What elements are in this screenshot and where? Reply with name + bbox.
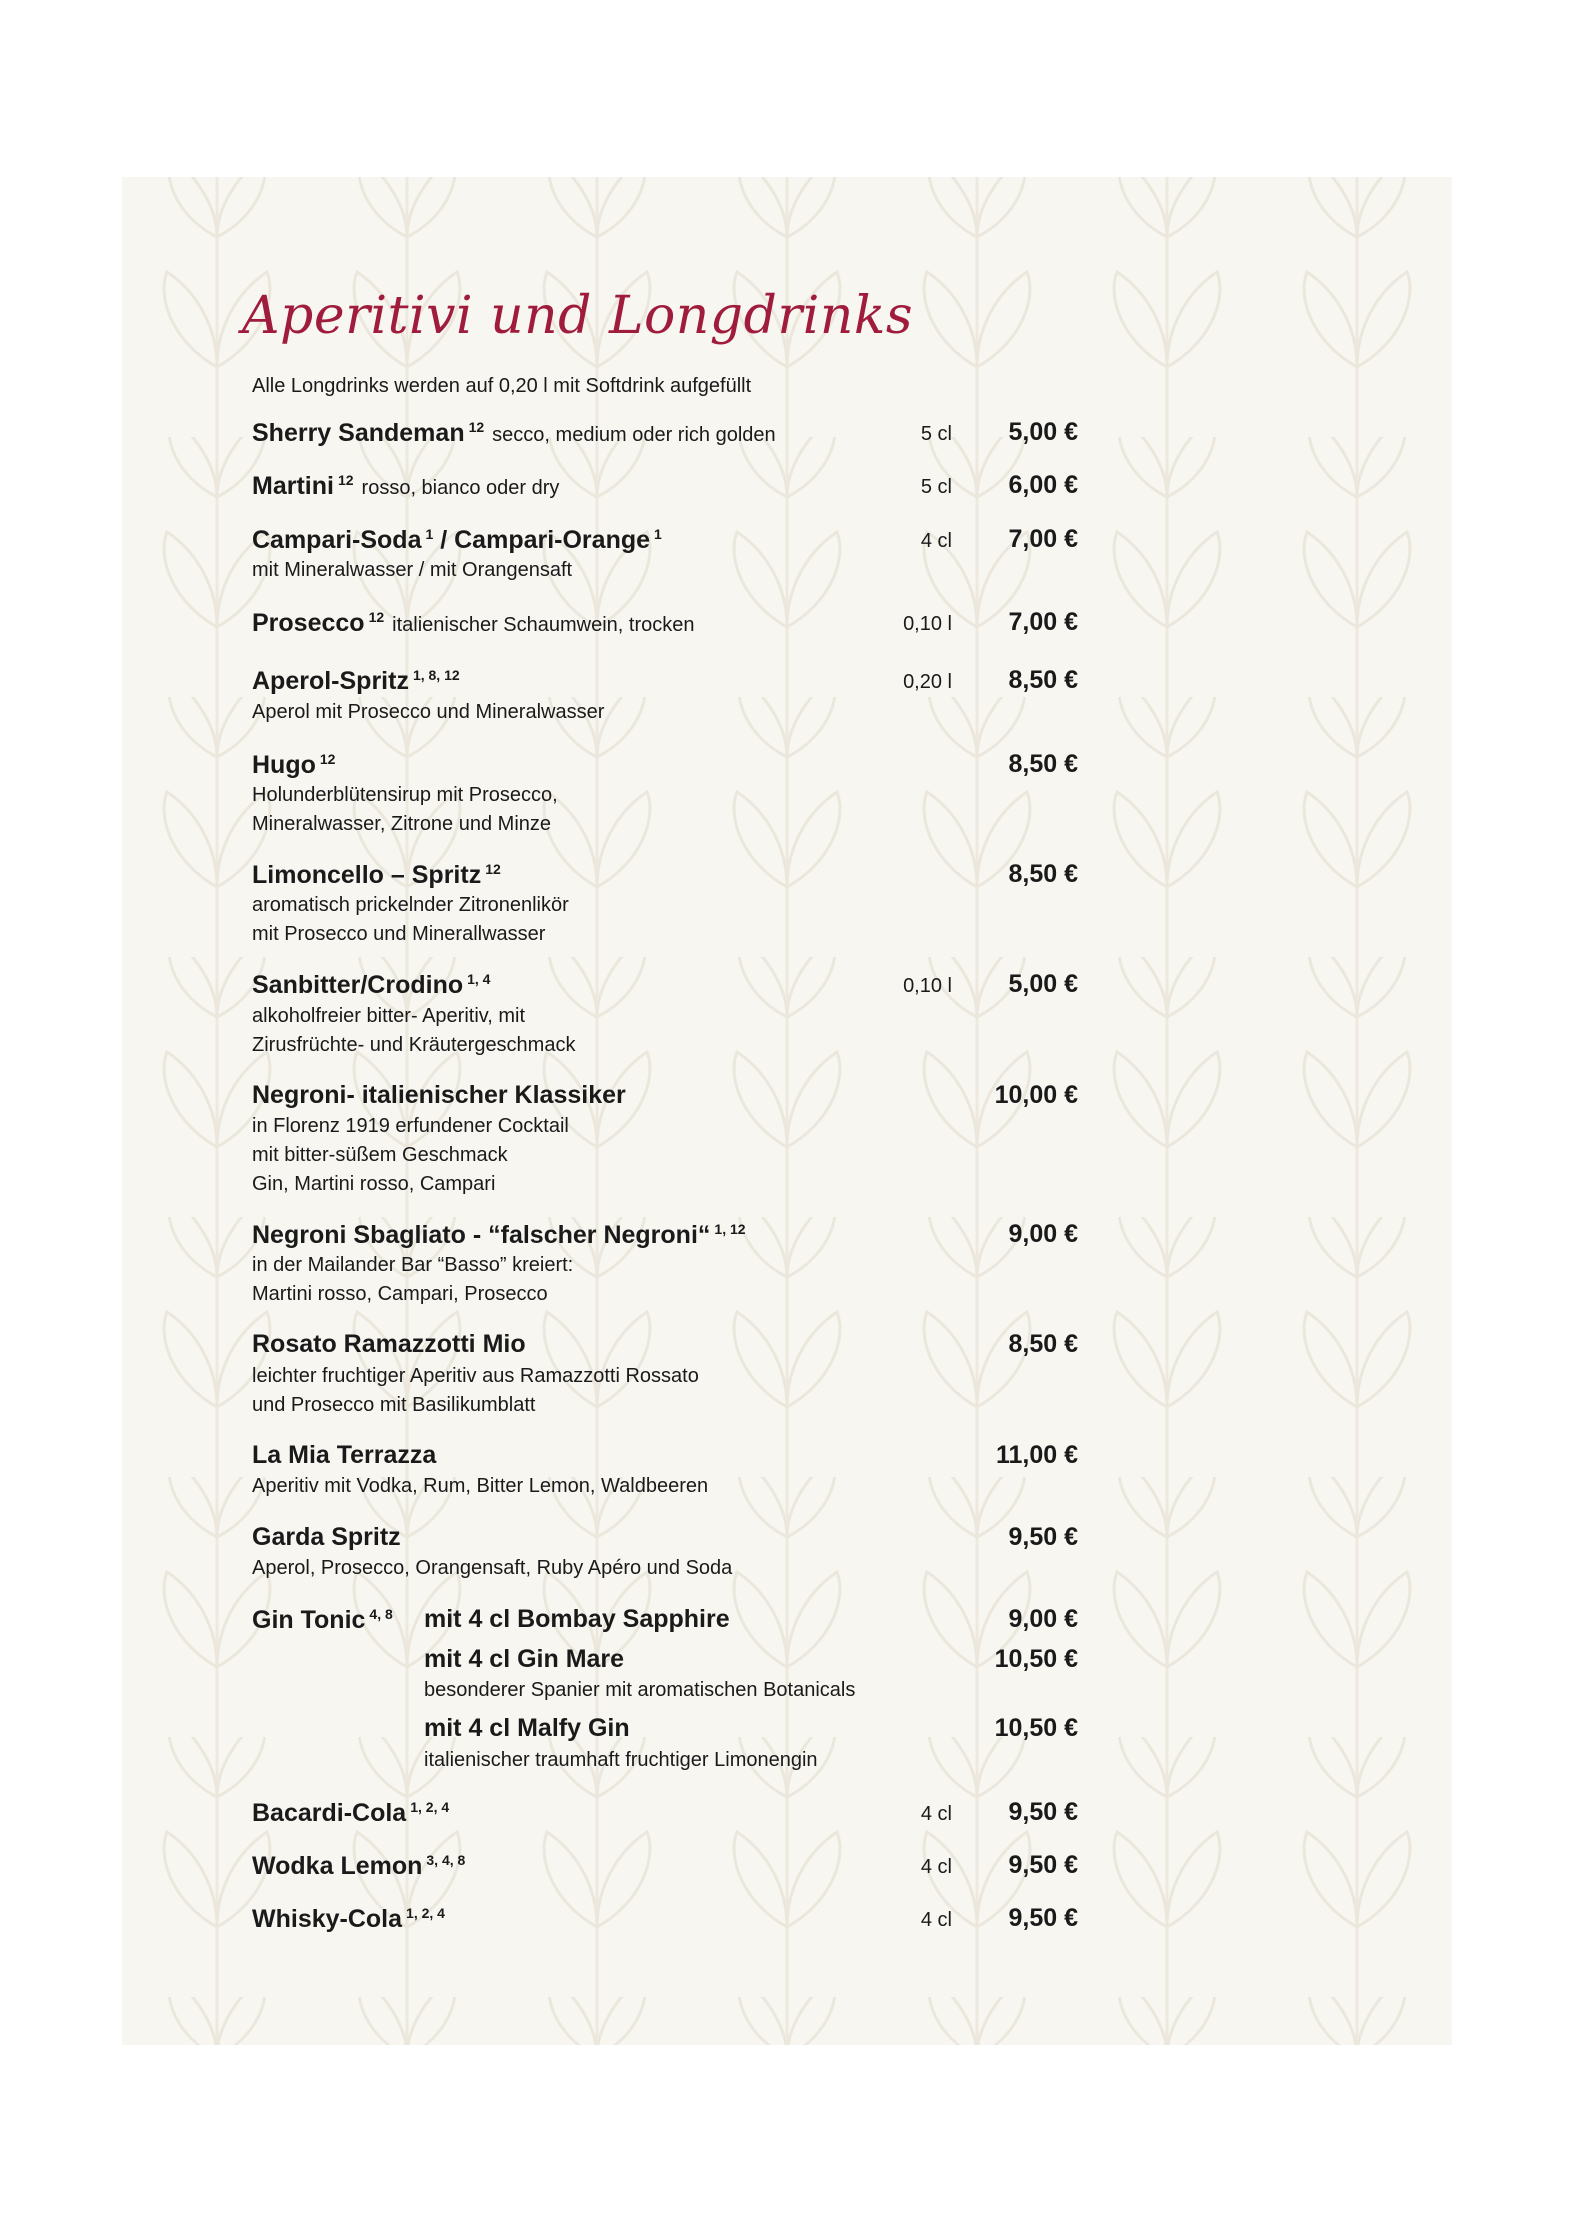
menu-item-price: 7,00 €: [1008, 525, 1078, 553]
menu-item-name: Rosato Ramazzotti Mio: [252, 1330, 526, 1358]
menu-item-price: 9,50 €: [1008, 1523, 1078, 1551]
menu-item-name: Whisky-Cola $^{1, 2, 4}$: [252, 1905, 445, 1933]
gin-option-name: mit 4 cl Malfy Gin: [424, 1714, 630, 1742]
menu-item-size: 4 cl: [920, 1909, 952, 1931]
menu-item-description: mit Mineralwasser / mit Orangensaft: [252, 559, 573, 581]
menu-item-description: aromatisch prickelnder Zitronenlikör: [252, 894, 569, 916]
menu-item-price: 11,00 €: [995, 1441, 1078, 1469]
menu-item-size: 5 cl: [920, 423, 952, 445]
menu-item-description: mit bitter-süßem Geschmack: [252, 1144, 508, 1166]
menu-item-name: Garda Spritz: [252, 1523, 401, 1551]
menu-item-description: Zirusfrüchte- und Kräutergeschmack: [252, 1034, 576, 1056]
menu-item-name: Wodka Lemon $^{3, 4, 8}$: [252, 1852, 466, 1880]
subtitle: Alle Longdrinks werden auf 0,20 l mit Softdrink aufgefüllt: [252, 375, 752, 397]
gin-option-name: mit 4 cl Gin Mare: [424, 1645, 625, 1673]
menu-item-price: 9,00 €: [1008, 1220, 1078, 1248]
menu-item-price: 8,50 €: [1008, 1330, 1078, 1358]
menu-item-description: Mineralwasser, Zitrone und Minze: [252, 813, 552, 835]
menu-item-description: Martini rosso, Campari, Prosecco: [252, 1283, 548, 1305]
menu-item-name: Martini $^{12}$ rosso, bianco oder dry: [252, 472, 560, 500]
menu-item-size: 4 cl: [920, 530, 952, 552]
menu-item-price: 5,00 €: [1008, 418, 1078, 446]
menu-item-name: Negroni Sbagliato - “falscher Negroni“ $^{1, 12}$: [252, 1221, 746, 1249]
gin-option-description: besonderer Spanier mit aromatischen Botanicals: [424, 1679, 856, 1701]
menu-item-price: 9,50 €: [1008, 1904, 1078, 1932]
menu-item-size: 4 cl: [920, 1803, 952, 1825]
menu-item-size: 4 cl: [920, 1856, 952, 1878]
menu-item-price: 10,00 €: [994, 1081, 1078, 1109]
menu-item-description: und Prosecco mit Basilikumblatt: [252, 1394, 536, 1416]
page-title: Aperitivi und Longdrinks: [242, 286, 914, 346]
gin-tonic-name: Gin Tonic $^{4, 8}$: [252, 1606, 393, 1634]
menu-item-description: Gin, Martini rosso, Campari: [252, 1173, 496, 1195]
menu-item-price: 7,00 €: [1008, 608, 1078, 636]
menu-item-price: 8,50 €: [1008, 750, 1078, 778]
menu-item-description: mit Prosecco und Minerallwasser: [252, 923, 546, 945]
menu-item-description: in der Mailander Bar “Basso” kreiert:: [252, 1254, 574, 1276]
menu-item-price: 8,50 €: [1008, 666, 1078, 694]
menu-item-name: Sherry Sandeman $^{12}$ secco, medium oder rich golden: [252, 419, 776, 447]
menu-item-description: Holunderblütensirup mit Prosecco,: [252, 784, 558, 806]
menu-item-size: 0,10 l: [903, 975, 952, 997]
menu-item-size: 5 cl: [920, 476, 952, 498]
menu-item-price: 6,00 €: [1008, 471, 1078, 499]
menu-item-name: Bacardi-Cola $^{1, 2, 4}$: [252, 1799, 450, 1827]
menu-item-name: Campari-Soda $^1$ / Campari-Orange $^1$: [252, 526, 662, 554]
menu-item-price: 9,50 €: [1008, 1851, 1078, 1879]
menu-item-description: in Florenz 1919 erfundener Cocktail: [252, 1115, 569, 1137]
menu-item-size: 0,10 l: [903, 613, 952, 635]
menu-item-name: Prosecco $^{12}$ italienischer Schaumwein, trocken: [252, 609, 695, 637]
menu-item-name: Limoncello – Spritz $^{12}$: [252, 861, 501, 889]
menu-item-description: Aperol mit Prosecco und Mineralwasser: [252, 701, 605, 723]
menu-item-name: Aperol-Spritz $^{1, 8, 12}$: [252, 667, 460, 695]
menu-item-price: 8,50 €: [1008, 860, 1078, 888]
gin-option-price: 10,50 €: [994, 1645, 1078, 1673]
gin-option-description: italienischer traumhaft fruchtiger Limonengin: [424, 1749, 818, 1771]
menu-item-description: Aperol, Prosecco, Orangensaft, Ruby Apéro und Soda: [252, 1557, 733, 1579]
gin-option-name: mit 4 cl Bombay Sapphire: [424, 1605, 730, 1633]
menu-item-price: 5,00 €: [1008, 970, 1078, 998]
gin-option-price: 10,50 €: [994, 1714, 1078, 1742]
menu-item-name: La Mia Terrazza: [252, 1441, 437, 1469]
menu-item-name: Negroni- italienischer Klassiker: [252, 1081, 626, 1109]
menu-item-description: Aperitiv mit Vodka, Rum, Bitter Lemon, Waldbeeren: [252, 1475, 709, 1497]
menu-item-size: 0,20 l: [903, 671, 952, 693]
menu-item-price: 9,50 €: [1008, 1798, 1078, 1826]
menu-item-description: alkoholfreier bitter- Aperitiv, mit: [252, 1005, 526, 1027]
menu-item-name: Hugo $^{12}$: [252, 751, 336, 779]
menu-item-description: leichter fruchtiger Aperitiv aus Ramazzotti Rossato: [252, 1365, 699, 1387]
menu-item-name: Sanbitter/Crodino $^{1, 4}$: [252, 971, 491, 999]
gin-option-price: 9,00 €: [1008, 1605, 1078, 1633]
